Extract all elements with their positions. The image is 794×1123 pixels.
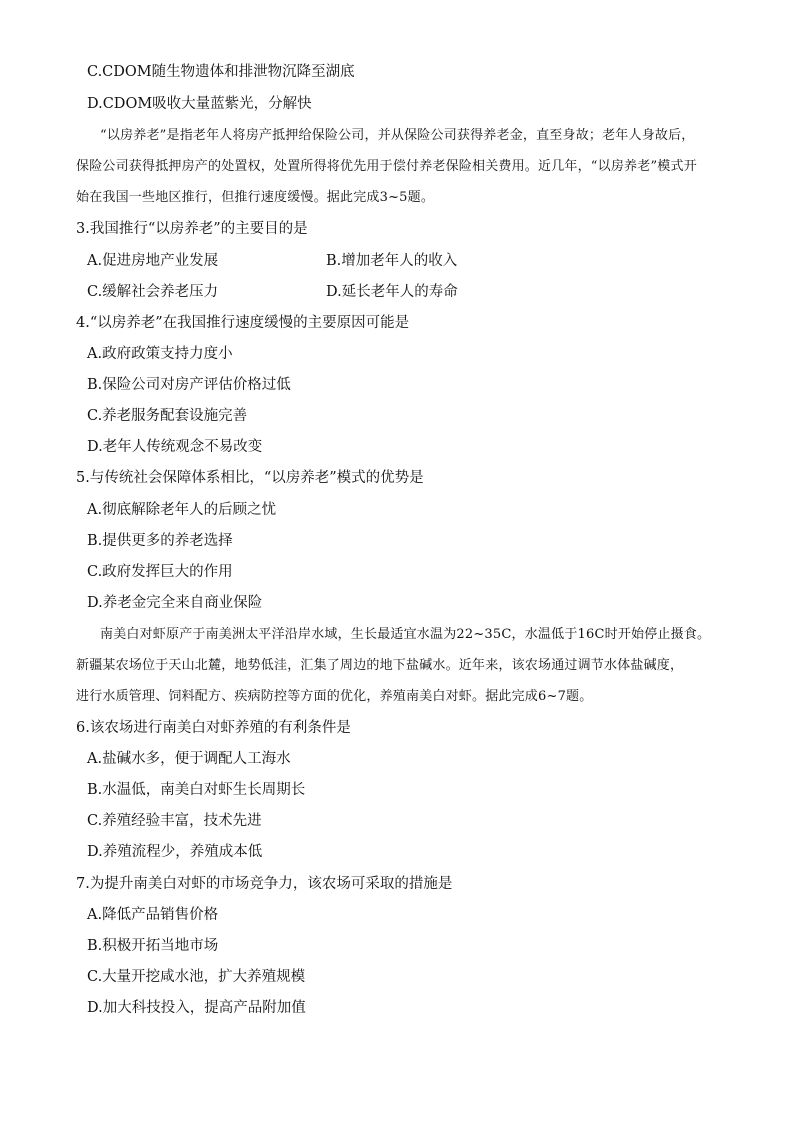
q7-option-c: C.大量开挖咸水池，扩大养殖规模	[87, 969, 306, 985]
q7-option-a: A.降低产品销售价格	[87, 907, 219, 923]
passage1-line1: “以房养老”是指老年人将房产抵押给保险公司，并从保险公司获得养老金，直至身故；老年人身故后，	[100, 128, 695, 143]
passage2-line3: 进行水质管理、饲料配方、疾病防控等方面的优化，养殖南美白对虾。据此完成6~7题。	[76, 689, 593, 704]
passage1-line2: 保险公司获得抵押房产的处置权，处置所得将优先用于偿付养老保险相关费用。近几年，“以房养老”模式开	[76, 159, 697, 174]
q5-option-b: B.提供更多的养老选择	[87, 533, 233, 549]
passage2-line1: 南美白对虾原产于南美洲太平洋沿岸水域，生长最适宜水温为22~35C，水温低于16C时开始停止摄食。	[100, 627, 711, 642]
q7-option-b: B.积极开拓当地市场	[87, 938, 219, 954]
q5-option-c: C.政府发挥巨大的作用	[87, 564, 233, 580]
q5-stem: 5.与传统社会保障体系相比，“以房养老”模式的优势是	[76, 470, 424, 486]
q3-option-b: B.增加老年人的收入	[326, 253, 458, 269]
q3-option-d: D.延长老年人的寿命	[326, 284, 458, 300]
q3-stem: 3.我国推行“以房养老”的主要目的是	[76, 221, 308, 237]
q6-stem: 6.该农场进行南美白对虾养殖的有利条件是	[76, 720, 351, 736]
q3-option-a: A.促进房地产业发展	[87, 253, 219, 269]
q3-option-c: C.缓解社会养老压力	[87, 284, 219, 300]
q4-option-a: A.政府政策支持力度小	[87, 346, 233, 362]
q4-stem: 4.“以房养老”在我国推行速度缓慢的主要原因可能是	[76, 315, 410, 331]
q4-option-d: D.老年人传统观念不易改变	[87, 439, 263, 455]
q7-stem: 7.为提升南美白对虾的市场竞争力，该农场可采取的措施是	[76, 876, 453, 892]
q4-option-b: B.保险公司对房产评估价格过低	[87, 377, 291, 393]
q5-option-d: D.养老金完全来自商业保险	[87, 595, 263, 611]
q4-option-c: C.养老服务配套设施完善	[87, 408, 248, 424]
q5-option-a: A.彻底解除老年人的后顾之忧	[87, 502, 277, 518]
prev-option-c: C.CDOM随生物遗体和排泄物沉降至湖底	[87, 64, 355, 80]
q6-option-c: C.养殖经验丰富，技术先进	[87, 813, 262, 829]
passage1-line3: 始在我国一些地区推行，但推行速度缓慢。据此完成3~5题。	[76, 190, 435, 205]
prev-option-d: D.CDOM吸收大量蓝紫光，分解快	[87, 96, 312, 112]
q7-option-d: D.加大科技投入，提高产品附加值	[87, 1000, 306, 1016]
q6-option-b: B.水温低，南美白对虾生长周期长	[87, 782, 306, 798]
q6-option-a: A.盐碱水多，便于调配人工海水	[87, 751, 291, 767]
q6-option-d: D.养殖流程少，养殖成本低	[87, 844, 263, 860]
passage2-line2: 新疆某农场位于天山北麓，地势低洼，汇集了周边的地下盐碱水。近年来，该农场通过调节水体盐碱度，	[76, 658, 684, 673]
